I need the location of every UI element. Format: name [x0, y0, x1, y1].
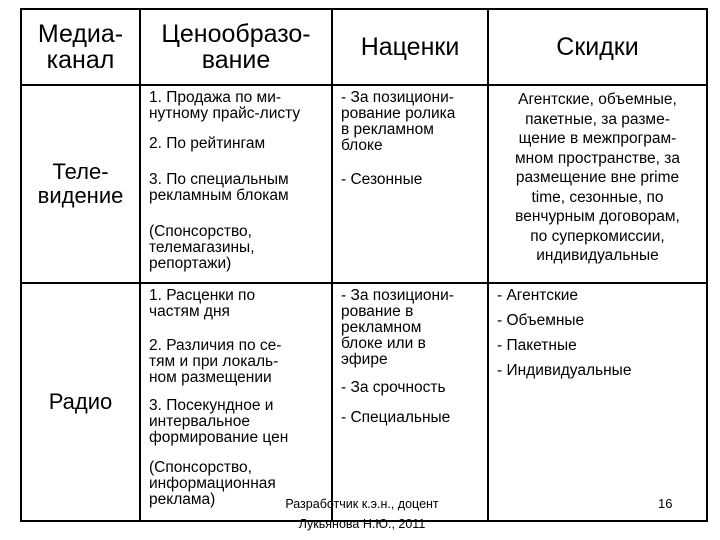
markups-cell-television: [332, 85, 488, 283]
media-pricing-table: [20, 8, 708, 522]
markup-item: - За позициони- рование в рекламном блоке или в эфире: [341, 287, 454, 368]
pricing-cell-radio: [140, 283, 332, 521]
header-markups: Наценки: [332, 9, 488, 85]
pricing-item: 1. Расценки по частям дня: [149, 287, 256, 320]
header-media: Медиа- канал: [21, 9, 140, 85]
markup-item: - Специальные: [341, 409, 451, 426]
discounts-cell-television: [488, 85, 707, 283]
page-number: 16: [658, 496, 673, 511]
media-cell-radio: Радио: [21, 283, 140, 521]
table-row-radio: [21, 283, 707, 521]
discount-item: - Индивидуальные: [497, 362, 632, 379]
pricing-cell-television: [140, 85, 332, 283]
discount-item: - Пакетные: [497, 337, 577, 354]
markups-cell-radio: [332, 283, 488, 521]
media-cell-television: Теле- видение: [21, 85, 140, 283]
pricing-item: 3. Посекундное и интервальное формирование цен: [149, 397, 289, 446]
header-discounts: Скидки: [488, 9, 707, 85]
markup-item: - За срочность: [341, 379, 446, 396]
markup-item: - За позициони- рование ролика в рекламном блоке: [341, 89, 456, 154]
discount-item: - Агентские: [497, 287, 579, 304]
discount-text: Агентские, объемные, пакетные, за разме- щение в межпрограм- мном пространстве, за размещение вне prime time, сезонные, по венчурным договорам, по суперкомиссии, индивидуальные: [515, 91, 680, 264]
footer-author: Разработчик к.э.н., доцент Лукьянова Н.Ю., 2011: [285, 497, 439, 531]
pricing-item: 2. По рейтингам: [149, 135, 266, 152]
header-pricing: Ценообразо- вание: [140, 9, 332, 85]
pricing-note: (Спонсорство, телемагазины, репортажи): [149, 223, 255, 272]
discounts-cell-radio: [488, 283, 707, 521]
pricing-item: 3. По специальным рекламным блокам: [149, 171, 289, 204]
pricing-item: 1. Продажа по ми- нутному прайс-листу: [149, 89, 301, 122]
markup-item: - Сезонные: [341, 171, 423, 188]
table-row-television: [21, 85, 707, 283]
pricing-note: (Спонсорство, информационная реклама): [149, 459, 276, 508]
discount-item: - Объемные: [497, 312, 585, 329]
table-header-row: [21, 9, 707, 85]
pricing-item: 2. Различия по се- тям и при локаль- ном размещении: [149, 337, 282, 386]
